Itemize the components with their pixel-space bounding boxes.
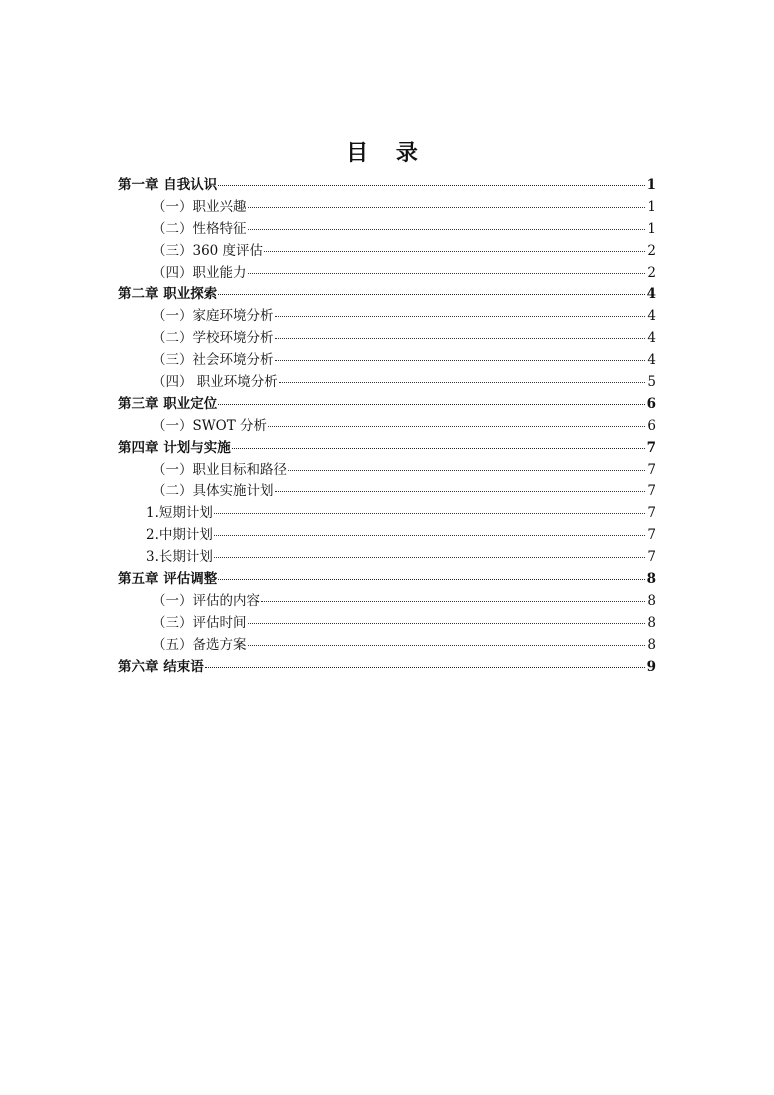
dot-leader <box>218 578 644 580</box>
toc-section-entry[interactable] <box>118 241 656 263</box>
dot-leader <box>268 425 645 427</box>
toc-section-entry[interactable] <box>118 416 656 438</box>
toc-entry-label: （一）SWOT 分析 <box>152 417 267 434</box>
toc-page-number: 2 <box>647 242 656 259</box>
toc-entry-label: （一）家庭环境分析 <box>152 308 274 325</box>
toc-section-entry[interactable] <box>118 219 656 241</box>
toc-page-number: 1 <box>647 198 656 215</box>
toc-section-entry[interactable] <box>118 613 656 635</box>
dot-leader <box>279 381 646 383</box>
toc-entry-label: 第六章 结束语 <box>118 658 204 675</box>
toc-section-entry[interactable] <box>118 525 656 547</box>
dot-leader <box>232 447 645 449</box>
toc-section-entry[interactable] <box>118 350 656 372</box>
toc-page-number: 5 <box>647 374 656 391</box>
toc-page-number: 6 <box>647 417 656 434</box>
toc-chapter-entry[interactable] <box>118 438 656 460</box>
toc-entry-label: （四）职业能力 <box>152 264 247 281</box>
toc-page-number: 7 <box>647 505 656 522</box>
table-of-contents <box>118 175 656 678</box>
toc-page-number: 1 <box>646 177 656 193</box>
toc-page-number: 4 <box>647 308 656 325</box>
toc-entry-label: （一）职业目标和路径 <box>152 461 287 478</box>
toc-page-number: 7 <box>647 461 656 478</box>
toc-chapter-entry[interactable] <box>118 394 656 416</box>
toc-page-number: 8 <box>647 636 656 653</box>
toc-page-number: 8 <box>647 592 656 609</box>
toc-entry-label: （一）评估的内容 <box>152 592 260 609</box>
dot-leader <box>275 337 646 339</box>
toc-entry-label: （三）评估时间 <box>152 614 247 631</box>
toc-entry-label: 2.中期计划 <box>146 527 213 544</box>
toc-chapter-entry[interactable] <box>118 175 656 197</box>
toc-page-number: 7 <box>647 527 656 544</box>
toc-section-entry[interactable] <box>118 635 656 657</box>
dot-leader <box>214 556 646 558</box>
toc-entry-label: （二）具体实施计划 <box>152 483 274 500</box>
toc-page-number: 2 <box>647 264 656 281</box>
toc-chapter-entry[interactable] <box>118 284 656 306</box>
dot-leader <box>248 644 646 646</box>
toc-chapter-entry[interactable] <box>118 569 656 591</box>
toc-page-number: 4 <box>647 330 656 347</box>
toc-page-number: 6 <box>646 395 656 412</box>
toc-page-number: 8 <box>647 614 656 631</box>
toc-section-entry[interactable] <box>118 306 656 328</box>
dot-leader <box>275 359 646 361</box>
toc-entry-label: 第四章 计划与实施 <box>118 439 231 456</box>
dot-leader <box>248 228 646 230</box>
dot-leader <box>248 622 646 624</box>
dot-leader <box>275 490 646 492</box>
dot-leader <box>248 272 646 274</box>
toc-page-number: 1 <box>647 220 656 237</box>
toc-page-number: 7 <box>647 483 656 500</box>
toc-section-entry[interactable] <box>118 372 656 394</box>
toc-page-number: 4 <box>646 286 656 303</box>
dot-leader <box>218 293 644 295</box>
dot-leader <box>248 206 646 208</box>
toc-section-entry[interactable] <box>118 503 656 525</box>
toc-page-number: 7 <box>646 439 656 456</box>
toc-section-entry[interactable] <box>118 547 656 569</box>
toc-entry-label: 第一章 自我认识 <box>118 177 218 193</box>
toc-section-entry[interactable] <box>118 481 656 503</box>
toc-chapter-entry[interactable] <box>118 657 656 679</box>
toc-entry-label: （二）性格特征 <box>152 220 247 237</box>
toc-entry-label: 第五章 评估调整 <box>118 571 218 588</box>
dot-leader <box>275 315 646 317</box>
dot-leader <box>264 250 645 252</box>
dot-leader <box>288 469 645 471</box>
toc-section-entry[interactable] <box>118 197 656 219</box>
toc-entry-label: 3.长期计划 <box>146 549 213 566</box>
toc-entry-label: （二）学校环境分析 <box>152 330 274 347</box>
toc-entry-label: 第三章 职业定位 <box>118 395 218 412</box>
toc-page-number: 4 <box>647 352 656 369</box>
dot-leader <box>214 534 646 536</box>
toc-entry-label: （四） 职业环境分析 <box>152 374 278 391</box>
toc-page-number: 8 <box>646 571 656 588</box>
toc-entry-label: （五）备选方案 <box>152 636 247 653</box>
toc-entry-label: （三）社会环境分析 <box>152 352 274 369</box>
dot-leader <box>205 666 645 668</box>
toc-entry-label: 第二章 职业探索 <box>118 286 218 303</box>
toc-section-entry[interactable] <box>118 263 656 285</box>
toc-entry-label: （三）360 度评估 <box>152 242 264 259</box>
toc-entry-label: 1.短期计划 <box>146 505 213 522</box>
dot-leader <box>218 184 644 186</box>
toc-page-number: 7 <box>647 549 656 566</box>
toc-entry-label: （一）职业兴趣 <box>152 198 247 215</box>
toc-section-entry[interactable] <box>118 328 656 350</box>
toc-page-number: 9 <box>646 658 656 675</box>
toc-title: 目 录 <box>346 140 428 166</box>
dot-leader <box>218 403 644 405</box>
dot-leader <box>261 600 645 602</box>
dot-leader <box>214 512 646 514</box>
toc-section-entry[interactable] <box>118 591 656 613</box>
toc-section-entry[interactable] <box>118 460 656 482</box>
